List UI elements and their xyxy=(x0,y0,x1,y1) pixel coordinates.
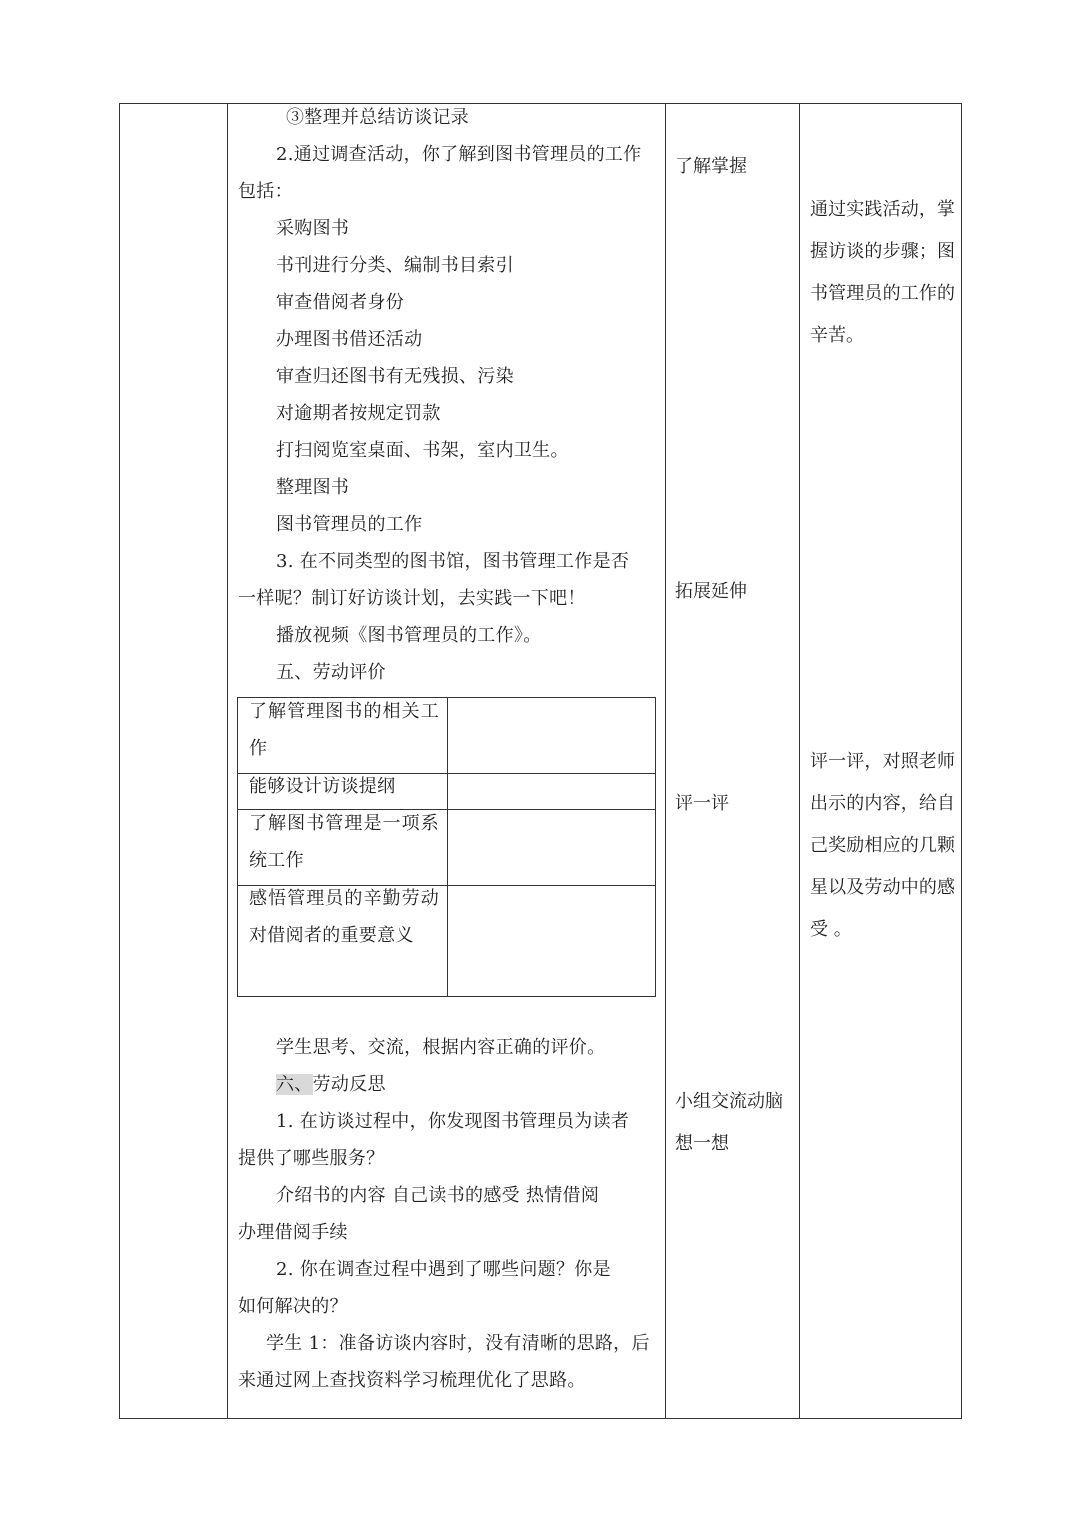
reflection-2-line2: 如何解决的？ xyxy=(238,1296,348,1317)
column-divider-3 xyxy=(799,103,800,1419)
question-3-line2: 一样呢？制订好访谈计划，去实践一下吧！ xyxy=(238,588,586,609)
reflection-1-line2: 提供了哪些服务？ xyxy=(238,1148,385,1169)
activity-group-discuss-line2: 想一想 xyxy=(675,1133,729,1154)
duty-item: 采购图书 xyxy=(276,218,350,239)
design-intent-2: 评一评，对照老师出示的内容，给自己奖励相应的几颗星以及劳动中的感受 。 xyxy=(810,751,955,940)
evaluation-table-divider xyxy=(447,698,448,996)
evaluation-table xyxy=(237,697,656,997)
duty-item: 审查归还图书有无残损、污染 xyxy=(276,366,514,387)
student-1-line2: 来通过网上查找资料学习梳理优化了思路。 xyxy=(238,1370,586,1391)
reflection-1-line1: 1. 在访谈过程中，你发现图书管理员为读者 xyxy=(276,1111,630,1132)
activity-group-discuss-line1: 小组交流动脑 xyxy=(675,1091,783,1112)
question-2-line2: 包括： xyxy=(238,181,293,202)
reflection-1-answer1: 介绍书的内容 自己读书的感受 热情借阅 xyxy=(276,1185,600,1206)
section-5-heading: 五、劳动评价 xyxy=(276,662,386,683)
evaluation-criterion: 感悟管理员的辛勤劳动对借阅者的重要意义 xyxy=(249,888,439,946)
question-2-line1: 2.通过调查活动，你了解到图书管理员的工作 xyxy=(276,144,642,165)
evaluation-criterion: 了解管理图书的相关工作 xyxy=(249,701,439,759)
duty-item: 打扫阅览室桌面、书架，室内卫生。 xyxy=(276,440,569,461)
reflection-2-line1: 2. 你在调查过程中遇到了哪些问题？你是 xyxy=(276,1259,611,1280)
activity-evaluate: 评一评 xyxy=(675,793,729,814)
section-6-title: 劳动反思 xyxy=(312,1074,386,1095)
column-divider-1 xyxy=(227,103,228,1419)
duty-item: 对逾期者按规定罚款 xyxy=(276,403,441,424)
step-3-text: ③整理并总结访谈记录 xyxy=(286,107,469,128)
duty-item: 审查借阅者身份 xyxy=(276,292,405,313)
duty-item: 书刊进行分类、编制书目索引 xyxy=(276,255,514,276)
section-6-heading xyxy=(276,1066,386,1103)
evaluation-criterion: 了解图书管理是一项系统工作 xyxy=(249,813,439,871)
design-intent-1: 通过实践活动，掌握访谈的步骤；图书管理员的工作的辛苦。 xyxy=(810,199,955,346)
video-note: 播放视频《图书管理员的工作》。 xyxy=(276,625,542,646)
duty-item: 办理图书借还活动 xyxy=(276,329,423,350)
activity-extend: 拓展延伸 xyxy=(675,581,747,602)
evaluation-note: 学生思考、交流，根据内容正确的评价。 xyxy=(276,1037,606,1058)
evaluation-criterion: 能够设计访谈提纲 xyxy=(249,776,396,797)
student-1-line1: 学生 1：准备访谈内容时，没有清晰的思路，后 xyxy=(266,1333,650,1354)
highlighted-prefix: 六、 xyxy=(276,1074,313,1095)
activity-understand: 了解掌握 xyxy=(675,156,747,177)
duty-item: 整理图书 xyxy=(276,477,350,498)
question-3-line1: 3. 在不同类型的图书馆，图书管理工作是否 xyxy=(276,551,630,572)
duty-item: 图书管理员的工作 xyxy=(276,514,423,535)
column-divider-2 xyxy=(665,103,666,1419)
reflection-1-answer2: 办理借阅手续 xyxy=(238,1222,348,1243)
